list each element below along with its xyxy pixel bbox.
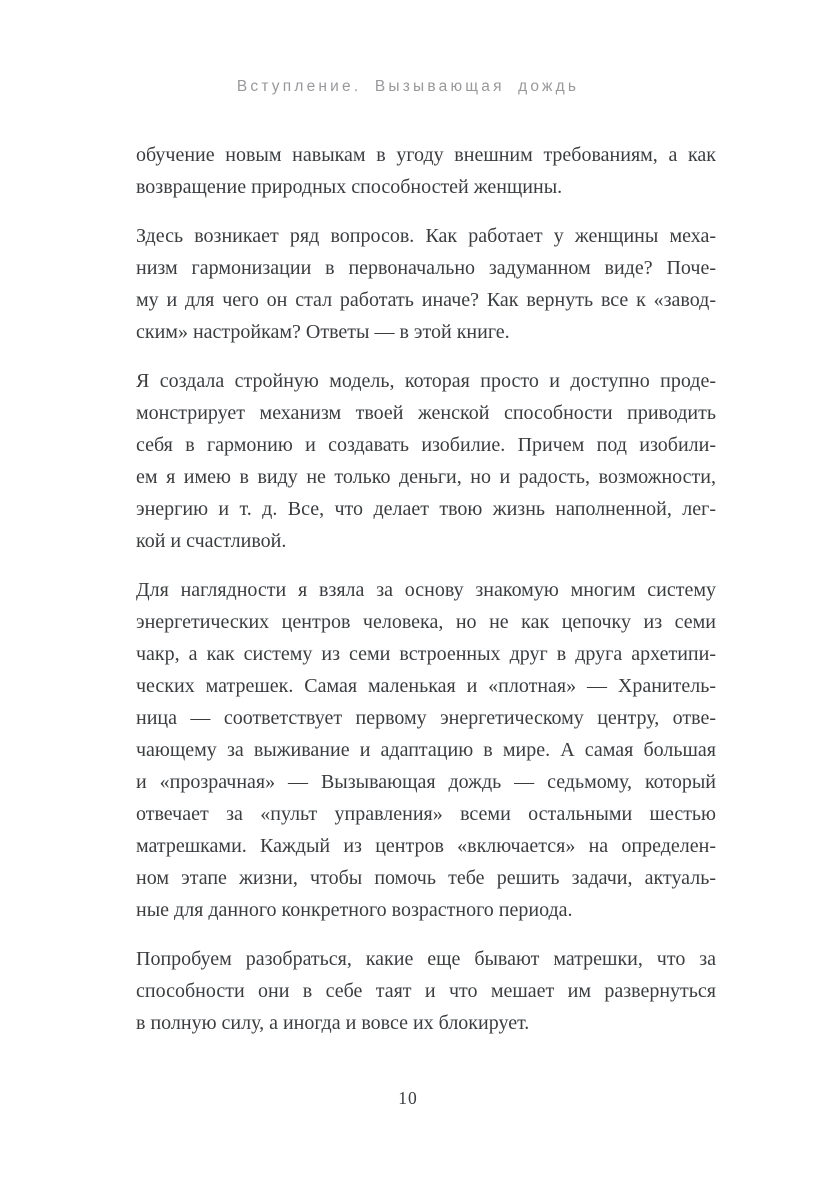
text-line: матрешками. Каждый из центров «включается» на определен- <box>136 835 716 857</box>
text-line: Для наглядности я взяла за основу знакомую многим систему <box>136 579 716 601</box>
text-line: Я создала стройную модель, которая просто и доступно проде- <box>136 370 716 392</box>
text-line: чающему за выживание и адаптацию в мире. А самая большая <box>136 739 716 761</box>
text-line: возвращение природных способностей женщины. <box>136 176 563 198</box>
text-line: кой и счастливой. <box>136 530 287 552</box>
text-block <box>136 139 716 1056</box>
text-line: ским» настройкам? Ответы — в этой книге. <box>136 321 510 343</box>
text-line: Попробуем разобраться, какие еще бывают матрешки, что за <box>136 948 716 970</box>
paragraph-4 <box>136 574 716 926</box>
text-line: ница — соответствует первому энергетическому центру, отве- <box>136 707 716 729</box>
text-line: себя в гармонию и создавать изобилие. Причем под изобили- <box>136 434 716 456</box>
text-line: ческих матрешек. Самая маленькая и «плотная» — Хранитель- <box>136 675 716 697</box>
text-line: способности они в себе таят и что мешает им развернуться <box>136 980 716 1002</box>
paragraph-5 <box>136 943 716 1039</box>
paragraph-2 <box>136 220 716 348</box>
page-number: 10 <box>398 1088 418 1108</box>
text-line: монстрирует механизм твоей женской способности приводить <box>136 402 716 424</box>
text-line: му и для чего он стал работать иначе? Как вернуть все к «завод- <box>136 289 716 311</box>
text-line: энергетических центров человека, но не как цепочку из семи <box>136 611 716 633</box>
text-line: ные для данного конкретного возрастного периода. <box>136 899 573 921</box>
text-line: ном этапе жизни, чтобы помочь тебе решить задачи, актуаль- <box>136 867 716 889</box>
text-line: чакр, а как систему из семи встроенных друг в друга архетипи- <box>136 643 716 665</box>
text-line: низм гармонизации в первоначально задуманном виде? Поче- <box>136 257 716 279</box>
paragraph-3 <box>136 365 716 557</box>
text-line: энергию и т. д. Все, что делает твою жизнь наполненной, лег- <box>136 498 716 520</box>
text-line: в полную силу, а иногда и вовсе их блокирует. <box>136 1012 530 1034</box>
text-line: обучение новым навыкам в угоду внешним требованиям, а как <box>136 144 716 166</box>
text-line: ем я имею в виду не только деньги, но и радость, возможности, <box>136 466 716 488</box>
text-line: отвечает за «пульт управления» всеми остальными шестью <box>136 803 716 825</box>
running-head: Вступление. Вызывающая дождь <box>236 78 580 95</box>
text-line: и «прозрачная» — Вызывающая дождь — седьмому, который <box>136 771 716 793</box>
text-line: Здесь возникает ряд вопросов. Как работает у женщины меха- <box>136 225 716 247</box>
paragraph-1 <box>136 139 716 203</box>
